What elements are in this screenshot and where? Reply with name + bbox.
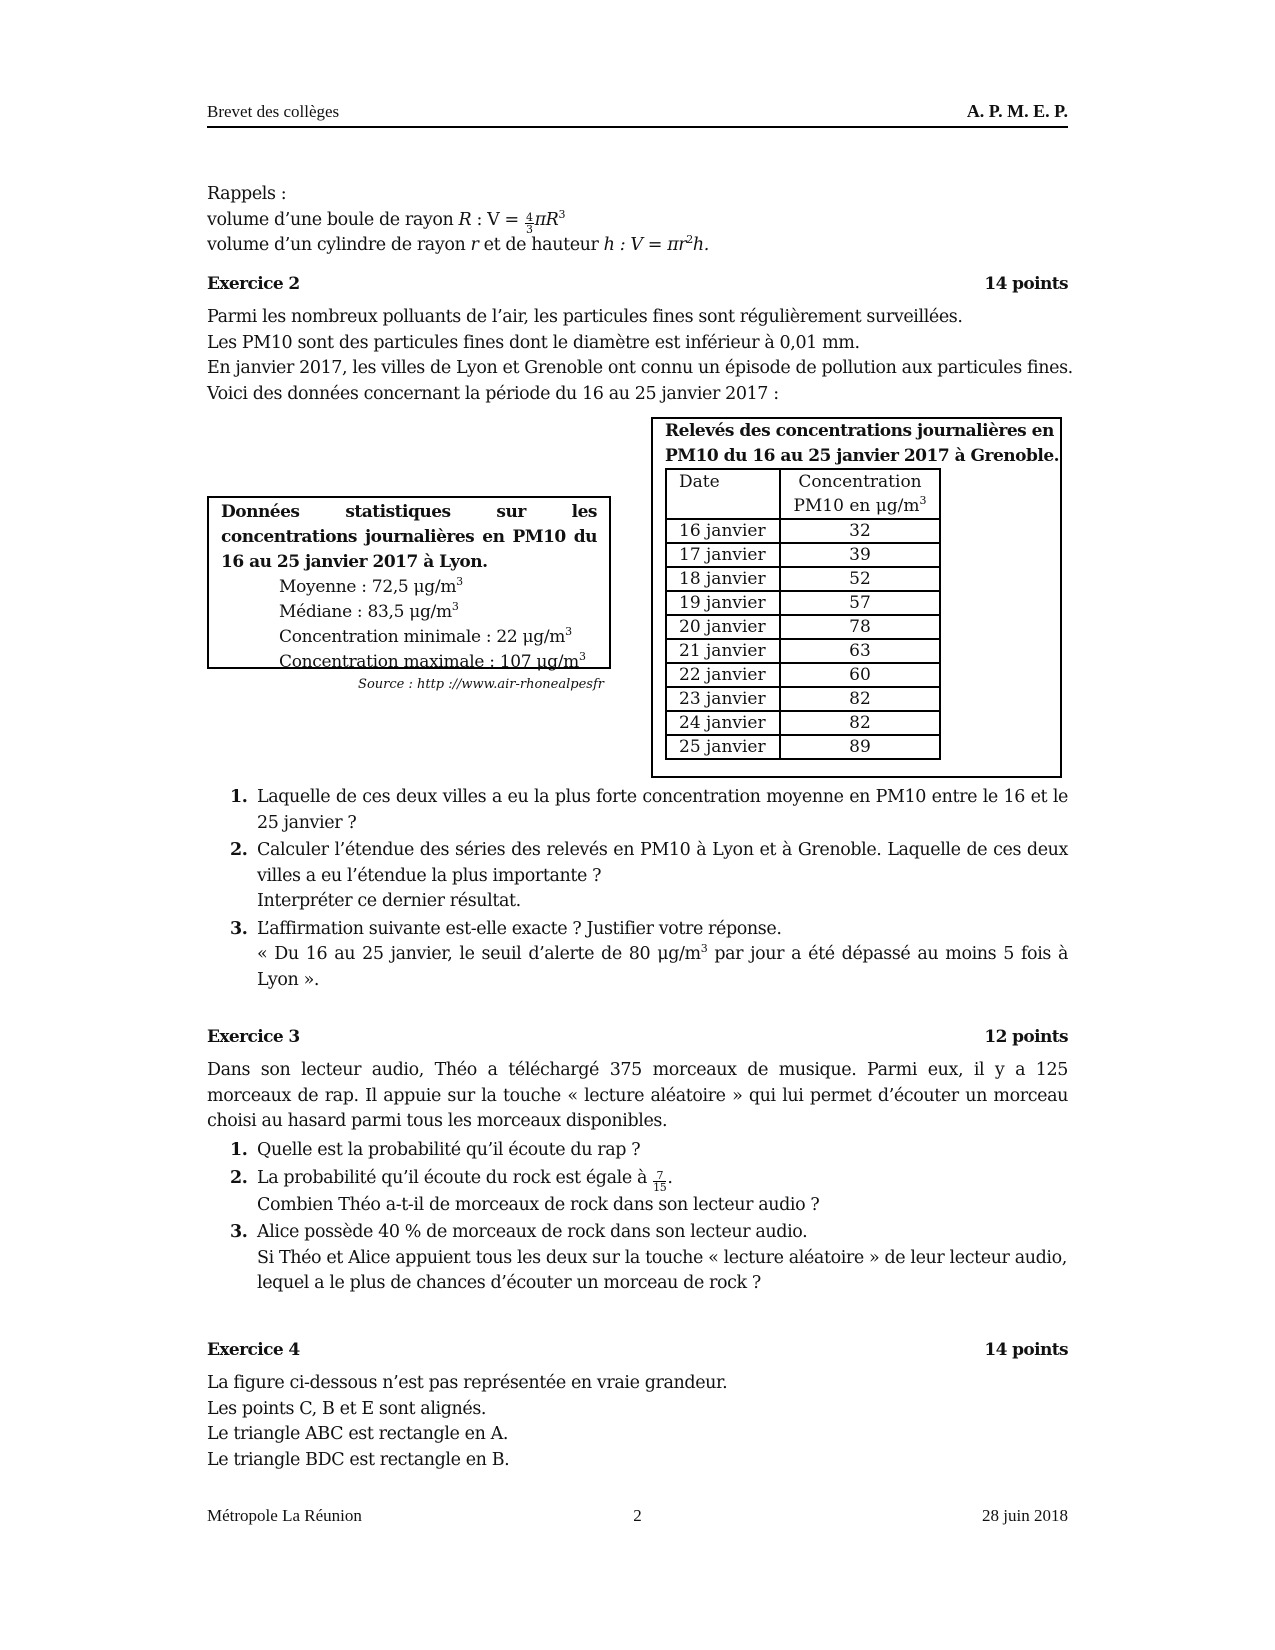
- column-header-date: Date: [666, 469, 780, 519]
- quote-part-b: par jour a été dépassé au moins 5 fois à Lyon ».: [257, 944, 1068, 990]
- cell-date: 24 janvier: [666, 711, 780, 735]
- cell-concentration: 57: [780, 591, 940, 615]
- cell-concentration: 78: [780, 615, 940, 639]
- rappels-block: [207, 182, 1068, 259]
- table-row: [666, 735, 940, 759]
- cell-date: 16 janvier: [666, 519, 780, 543]
- cell-date: 22 janvier: [666, 663, 780, 687]
- question-number: 1.: [230, 787, 248, 807]
- grenoble-title-line2: PM10 du 16 au 25 janvier 2017 à Grenoble.: [665, 446, 1060, 466]
- question-text: [257, 1166, 1068, 1193]
- exercice-3-intro: Dans son lecteur audio, Théo a téléchargé 375 morceaux de musique. Parmi eux, il y a 125 morceaux de rap. Il appuie sur la touche « lecture aléatoire » qui lui permet d’écouter un morceau choisi au hasard parmi tous les morceaux disponibles.: [207, 1060, 1068, 1131]
- intro-line: En janvier 2017, les villes de Lyon et Grenoble ont connu un épisode de pollution aux particules fines.: [207, 358, 1073, 378]
- exercice-4-text: [207, 1371, 1068, 1473]
- cell-date: 23 janvier: [666, 687, 780, 711]
- cell-concentration: 39: [780, 543, 940, 567]
- stat-exp: 3: [451, 600, 459, 613]
- intro-line: Les PM10 sont des particules fines dont le diamètre est inférieur à 0,01 mm.: [207, 332, 860, 353]
- cell-concentration: 52: [780, 567, 940, 591]
- cell-concentration: 89: [780, 735, 940, 759]
- rappels-title: Rappels :: [207, 184, 287, 204]
- exercice-2-questions: [230, 785, 1068, 995]
- rappels-cylinder: [207, 233, 1068, 259]
- exercice-4-points: 14 points: [984, 1340, 1068, 1360]
- question-text: L’affirmation suivante est-elle exacte ? Justifier votre réponse.: [257, 918, 782, 939]
- cyl-exp: 2: [686, 233, 693, 246]
- table-row: [666, 639, 940, 663]
- table-row: [666, 615, 940, 639]
- page-header: [207, 100, 1068, 128]
- table-header-row: [666, 469, 940, 519]
- sphere-text: volume d’une boule de rayon: [207, 209, 459, 230]
- column-header-concentration: [780, 469, 940, 519]
- table-row: [666, 663, 940, 687]
- header-right: A. P. M. E. P.: [966, 101, 1068, 121]
- sphere-var: R: [458, 209, 472, 230]
- cell-concentration: 82: [780, 711, 940, 735]
- cell-concentration: 32: [780, 519, 940, 543]
- exercice-2-title: Exercice 2: [207, 274, 300, 294]
- frac-num: 7: [653, 1170, 666, 1182]
- cell-date: 21 janvier: [666, 639, 780, 663]
- question-text-a: La probabilité qu’il écoute du rock est égale à: [257, 1167, 653, 1188]
- grenoble-table: [665, 468, 941, 760]
- intro-line: Voici des données concernant la période du 16 au 25 janvier 2017 :: [207, 383, 779, 404]
- question-text: Laquelle de ces deux villes a eu la plus forte concentration moyenne en PM10 entre le 16 et le 25 janvier ?: [257, 787, 1068, 833]
- question-item: [230, 838, 1068, 915]
- grenoble-table-box: [651, 417, 1062, 778]
- exercice-4-title: Exercice 4: [207, 1340, 300, 1360]
- question-text-end: .: [667, 1167, 673, 1188]
- frac-den: 15: [653, 1180, 667, 1194]
- cyl-r: r: [470, 235, 479, 255]
- table-row: [666, 711, 940, 735]
- cell-date: 19 janvier: [666, 591, 780, 615]
- lyon-stat-median: [221, 600, 597, 625]
- cell-date: 20 janvier: [666, 615, 780, 639]
- sphere-eq: : V =: [471, 209, 524, 230]
- cyl-h: h: [603, 235, 615, 255]
- question-item: [230, 917, 1068, 994]
- cyl-mid: et de hauteur: [478, 235, 604, 255]
- exercice-2-points: 14 points: [984, 274, 1068, 294]
- lyon-stats-title: Données statistiques sur les concentrations journalières en PM10 du 16 au 25 janvier 2017 à Lyon.: [221, 502, 597, 572]
- stat-label: Médiane : 83,5 μg/m: [279, 602, 452, 622]
- lyon-stat-mean: [221, 575, 597, 600]
- quote-part-a: « Du 16 au 25 janvier, le seuil d’alerte de 80 μg/m: [257, 944, 701, 964]
- cell-concentration: 63: [780, 639, 940, 663]
- question-item: [230, 1166, 1068, 1219]
- stat-exp: 3: [578, 650, 586, 663]
- question-item: [230, 1138, 1068, 1164]
- stat-exp: 3: [456, 575, 463, 588]
- page-number: 2: [633, 1506, 642, 1525]
- exercice-2-intro: [207, 305, 1073, 407]
- lyon-stat-max: [221, 650, 597, 675]
- cell-date: 18 janvier: [666, 567, 780, 591]
- stat-exp: 3: [565, 625, 572, 638]
- stat-label: Moyenne : 72,5 μg/m: [279, 577, 457, 597]
- exercice-3-questions: [230, 1138, 1068, 1299]
- sphere-tail: πR: [534, 209, 559, 230]
- exercice-3-points: 12 points: [984, 1027, 1068, 1047]
- header-left: Brevet des collèges: [207, 102, 340, 121]
- statement-line: La figure ci-dessous n’est pas représentée en vraie grandeur.: [207, 1373, 728, 1393]
- question-text-2: Combien Théo a-t-il de morceaux de rock dans son lecteur audio ?: [257, 1194, 820, 1215]
- cyl-text: volume d’un cylindre de rayon: [207, 235, 471, 255]
- statement-line: Les points C, B et E sont alignés.: [207, 1398, 487, 1419]
- question-number: 3.: [230, 918, 248, 939]
- table-row: [666, 567, 940, 591]
- sphere-fraction: [525, 212, 534, 235]
- intro-line: Parmi les nombreux polluants de l’air, les particules fines sont régulièrement surveillées.: [207, 307, 963, 327]
- question-text: Alice possède 40 % de morceaux de rock dans son lecteur audio.: [257, 1222, 808, 1242]
- exercice-2-heading: [207, 274, 1068, 294]
- cell-concentration: 82: [780, 687, 940, 711]
- lyon-source: Source : http ://www.air-rhonealpesfr: [358, 677, 604, 692]
- header-line1: Concentration: [798, 472, 922, 492]
- header-line2: PM10 en μg/m: [793, 496, 920, 516]
- question-number: 1.: [230, 1140, 248, 1160]
- table-row: [666, 687, 940, 711]
- stat-label: Concentration minimale : 22 μg/m: [279, 627, 566, 647]
- question-number: 3.: [230, 1222, 248, 1242]
- header-exp: 3: [919, 494, 927, 507]
- table-row: [666, 543, 940, 567]
- exercice-3-title: Exercice 3: [207, 1027, 300, 1047]
- lyon-stat-min: [221, 625, 597, 650]
- cell-date: 25 janvier: [666, 735, 780, 759]
- quote-exp: 3: [700, 942, 708, 955]
- statement-line: Le triangle ABC est rectangle en A.: [207, 1424, 509, 1444]
- exercice-3-heading: [207, 1027, 1068, 1047]
- frac-den: 3: [525, 222, 533, 236]
- question-item: [230, 785, 1068, 836]
- grenoble-title-line1: Relevés des concentrations journalières en: [665, 421, 1054, 441]
- cell-date: 17 janvier: [666, 543, 780, 567]
- question-number: 2.: [230, 840, 248, 860]
- table-row: [666, 519, 940, 543]
- question-text: Calculer l’étendue des séries des relevés en PM10 à Lyon et à Grenoble. Laquelle de ces deux villes a eu l’étendue la plus importante ?: [257, 840, 1068, 886]
- rock-fraction: [653, 1170, 666, 1193]
- cyl-tail: h.: [692, 235, 709, 255]
- table-row: [666, 591, 940, 615]
- rappels-sphere: [207, 208, 1068, 234]
- question-item: [230, 1220, 1068, 1297]
- statement-line: Le triangle BDC est rectangle en B.: [207, 1449, 510, 1470]
- sphere-exp: 3: [558, 207, 566, 221]
- lyon-stats-box: [207, 496, 611, 672]
- exercice-4-heading: [207, 1340, 1068, 1360]
- question-number: 2.: [230, 1167, 248, 1188]
- footer-left: Métropole La Réunion: [207, 1506, 362, 1525]
- frac-num: 4: [525, 210, 533, 224]
- question-quote: [257, 942, 1068, 993]
- question-text: Quelle est la probabilité qu’il écoute du rap ?: [257, 1140, 641, 1160]
- question-text-2: Interpréter ce dernier résultat.: [257, 891, 521, 911]
- cell-concentration: 60: [780, 663, 940, 687]
- cyl-eq: : V = πr: [614, 235, 687, 255]
- footer-right: 28 juin 2018: [982, 1506, 1068, 1525]
- stat-label: Concentration maximale : 107 μg/m: [279, 652, 579, 672]
- question-text-2: Si Théo et Alice appuient tous les deux sur la touche « lecture aléatoire » de leur lecteur audio, lequel a le plus de chances d’écouter un morceau de rock ?: [257, 1247, 1067, 1293]
